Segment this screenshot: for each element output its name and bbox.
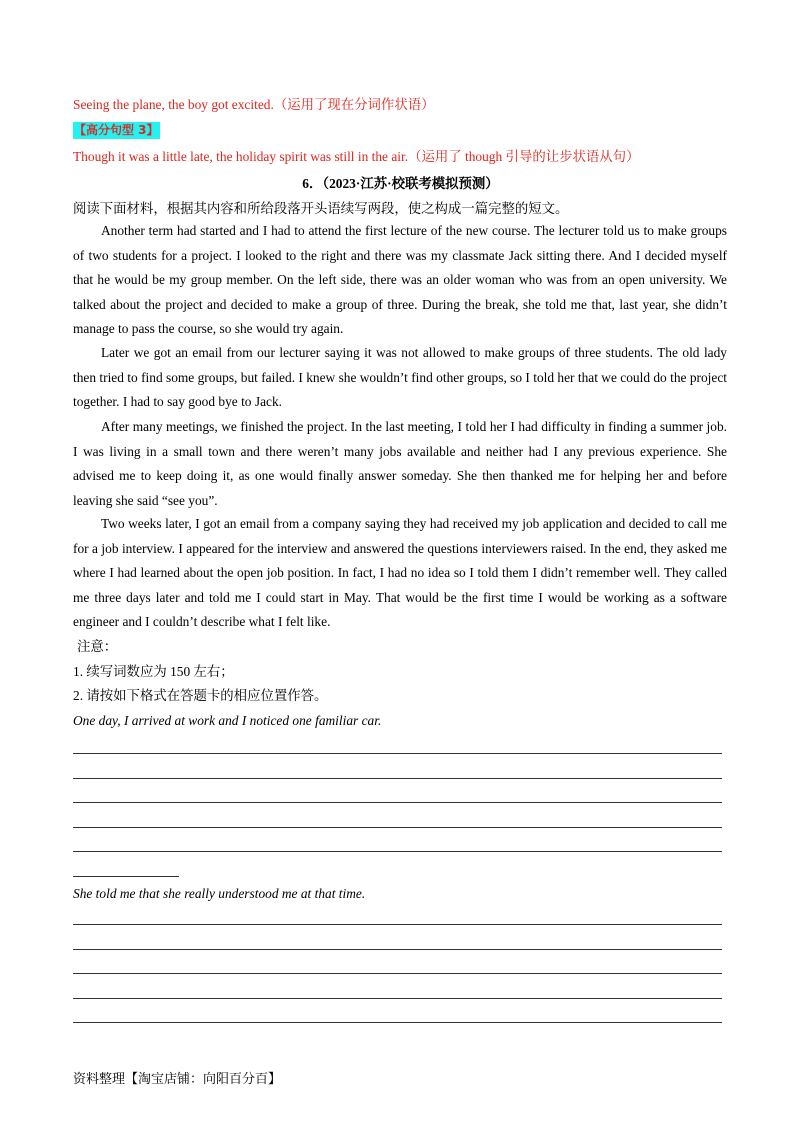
footer: 资料整理【淘宝店铺：向阳百分百】: [73, 1072, 282, 1087]
prompt-1: One day, I arrived at work and I noticed one familiar car.: [73, 713, 382, 728]
passage-paragraph-2: Later we got an email from our lecturer saying it was not allowed to make groups of three students. The old lady then tried to find some groups, but failed. I knew she wouldn’t find other groups, so I told her that we could do the project together. I had to say good bye to Jack.: [73, 345, 727, 409]
answer-line-short: [73, 876, 179, 877]
answer-line: [73, 753, 722, 754]
answer-line: [73, 851, 722, 852]
passage-paragraph-3: After many meetings, we finished the project. In the last meeting, I told her I had difficulty in finding a summer job. I was living in a small town and there weren’t many jobs available and neither had I any previous experience. She advised me to keep doing it, as one would finally answer someday. She then thanked me for helping her and before leaving she said “see you”.: [73, 419, 727, 508]
example-2-note: （运用了 though 引导的让步状语从句）: [408, 149, 640, 164]
prompt-2: She told me that she really understood me at that time.: [73, 886, 366, 901]
example-sentence-1: [73, 95, 728, 115]
example-2-english: Though it was a little late, the holiday spirit was still in the air.: [73, 149, 409, 164]
answer-line: [73, 949, 722, 950]
answer-line: [73, 827, 722, 828]
answer-line: [73, 1022, 722, 1023]
note-item: 1. 续写词数应为 150 左右；: [73, 664, 234, 679]
question-title: 6．（2023·江苏·校联考模拟预测）: [302, 176, 499, 191]
example-1-note: （运用了现在分词作状语）: [273, 97, 435, 112]
highlight-label: 【高分句型 3】: [74, 123, 159, 137]
example-sentence-2: [73, 147, 728, 167]
passage-paragraph-4: Two weeks later, I got an email from a company saying they had received my job application and decided to call me for a job interview. I appeared for the interview and answered the questions interviewers raised. In the end, they asked me where I had learned about the open job position. In fact, I had no idea so I told them I didn’t remember well. They called me three days later and told me I could start in May. That would be the first time I would be working as a software engineer and I couldn’t describe what I felt like.: [73, 516, 727, 629]
example-1-english: Seeing the plane, the boy got excited.: [73, 97, 274, 112]
passage-paragraph-1: Another term had started and I had to attend the first lecture of the new course. The lecturer told us to make groups of two students for a project. I looked to the right and there was my classmate Jack sitting there. And I decided myself that he would be my group member. On the left side, there was an older woman who was from an open university. We talked about the project and decided to make a group of three. During the break, she told me that, last year, she didn’t manage to pass the course, so she would try again.: [73, 223, 727, 336]
answer-line: [73, 998, 722, 999]
instruction: 阅读下面材料，根据其内容和所给段落开头语续写两段，使之构成一篇完整的短文。: [73, 201, 569, 216]
answer-line: [73, 802, 722, 803]
answer-line: [73, 778, 722, 779]
answer-line: [73, 973, 722, 974]
notes-heading: 注意：: [77, 639, 118, 654]
note-item: 2. 请按如下格式在答题卡的相应位置作答。: [73, 688, 328, 703]
answer-line: [73, 924, 722, 925]
